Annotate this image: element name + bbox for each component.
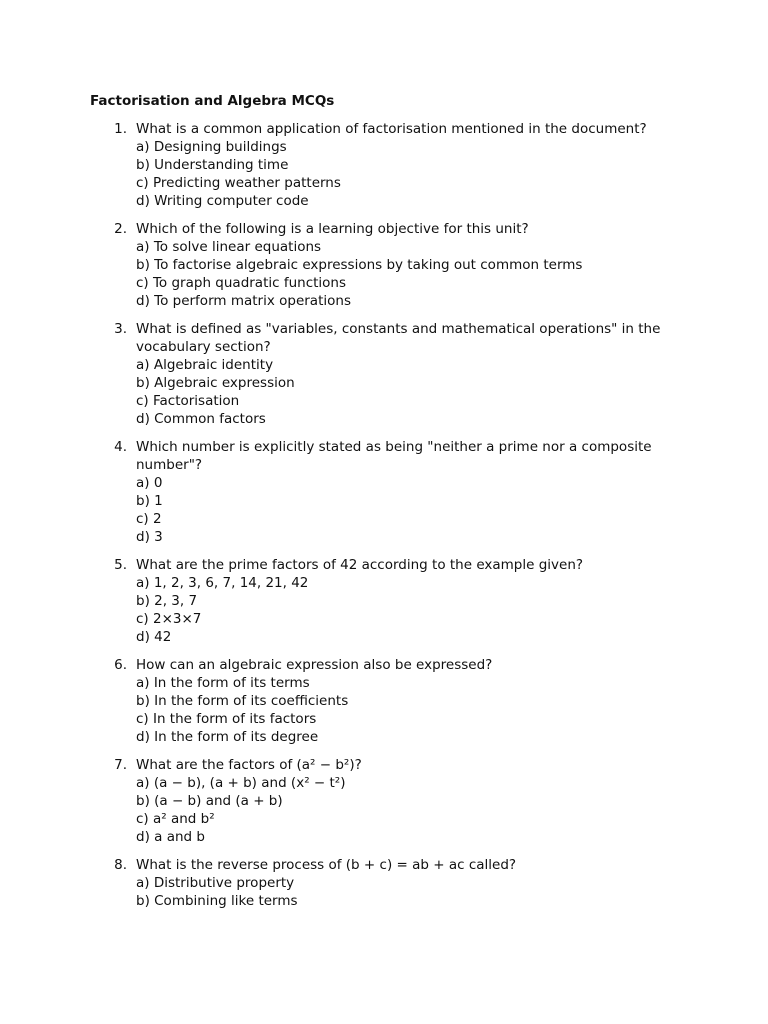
answer-option: d) 42 — [136, 629, 172, 645]
answer-option: c) 2×3×7 — [136, 611, 202, 627]
answer-option: d) To perform matrix operations — [136, 293, 351, 309]
answer-options — [136, 138, 684, 210]
question-item — [0, 220, 768, 310]
question-number: 6. — [114, 657, 127, 673]
answer-options — [136, 238, 684, 310]
answer-option: a) To solve linear equations — [136, 239, 322, 255]
answer-option: c) Factorisation — [136, 393, 240, 409]
question-body — [136, 756, 684, 846]
question-number: 3. — [114, 321, 127, 337]
question-body — [136, 220, 684, 310]
answer-options — [136, 674, 684, 746]
answer-option: a) Distributive property — [136, 875, 295, 891]
answer-option: a) 1, 2, 3, 6, 7, 14, 21, 42 — [136, 575, 309, 591]
answer-option: d) a and b — [136, 829, 205, 845]
question-number: 4. — [114, 439, 127, 455]
answer-option: b) To factorise algebraic expressions by taking out common terms — [136, 257, 583, 273]
answer-option: d) 3 — [136, 529, 163, 545]
question-item — [0, 556, 768, 646]
answer-option: a) (a − b), (a + b) and (x² − t²) — [136, 775, 346, 791]
document-title: Factorisation and Algebra MCQs — [90, 93, 335, 109]
answer-option: a) In the form of its terms — [136, 675, 310, 691]
answer-option: d) Common factors — [136, 411, 266, 427]
answer-option: d) In the form of its degree — [136, 729, 319, 745]
answer-option: b) In the form of its coefficients — [136, 693, 349, 709]
answer-option: c) a² and b² — [136, 811, 215, 827]
answer-options — [136, 356, 684, 428]
answer-option: c) To graph quadratic functions — [136, 275, 347, 291]
question-number: 2. — [114, 221, 127, 237]
question-item — [0, 320, 768, 428]
answer-option: a) Designing buildings — [136, 139, 287, 155]
question-text: How can an algebraic expression also be expressed? — [136, 657, 493, 673]
question-item — [0, 120, 768, 210]
answer-options — [136, 874, 684, 910]
question-body — [136, 856, 684, 910]
answer-option: a) Algebraic identity — [136, 357, 274, 373]
answer-option: b) 2, 3, 7 — [136, 593, 198, 609]
question-number: 8. — [114, 857, 127, 873]
answer-option: b) Understanding time — [136, 157, 289, 173]
answer-option: c) 2 — [136, 511, 162, 527]
answer-option: c) Predicting weather patterns — [136, 175, 341, 191]
answer-option: c) In the form of its factors — [136, 711, 317, 727]
question-item — [0, 856, 768, 910]
question-body — [136, 120, 684, 210]
question-number: 1. — [114, 121, 127, 137]
question-number: 7. — [114, 757, 127, 773]
answer-option: d) Writing computer code — [136, 193, 309, 209]
answer-options — [136, 474, 684, 546]
answer-option: b) Algebraic expression — [136, 375, 295, 391]
question-text: What is a common application of factorisation mentioned in the document? — [136, 121, 647, 137]
question-text: What are the prime factors of 42 according to the example given? — [136, 557, 584, 573]
answer-option: b) (a − b) and (a + b) — [136, 793, 283, 809]
question-body — [136, 656, 684, 746]
question-body — [136, 320, 684, 428]
question-body — [136, 556, 684, 646]
answer-options — [136, 574, 684, 646]
question-item — [0, 656, 768, 746]
answer-option: a) 0 — [136, 475, 163, 491]
question-text: Which of the following is a learning objective for this unit? — [136, 221, 529, 237]
question-list — [0, 120, 768, 920]
question-text: What is defined as "variables, constants and mathematical operations" in the vocabulary section? — [136, 321, 661, 355]
question-text: Which number is explicitly stated as being "neither a prime nor a composite number"? — [136, 439, 652, 473]
question-body — [136, 438, 684, 546]
answer-option: b) Combining like terms — [136, 893, 298, 909]
question-item — [0, 756, 768, 846]
question-text: What are the factors of (a² − b²)? — [136, 757, 362, 773]
question-number: 5. — [114, 557, 127, 573]
answer-option: b) 1 — [136, 493, 163, 509]
answer-options — [136, 774, 684, 846]
question-item — [0, 438, 768, 546]
question-text: What is the reverse process of (b + c) = ab + ac called? — [136, 857, 517, 873]
